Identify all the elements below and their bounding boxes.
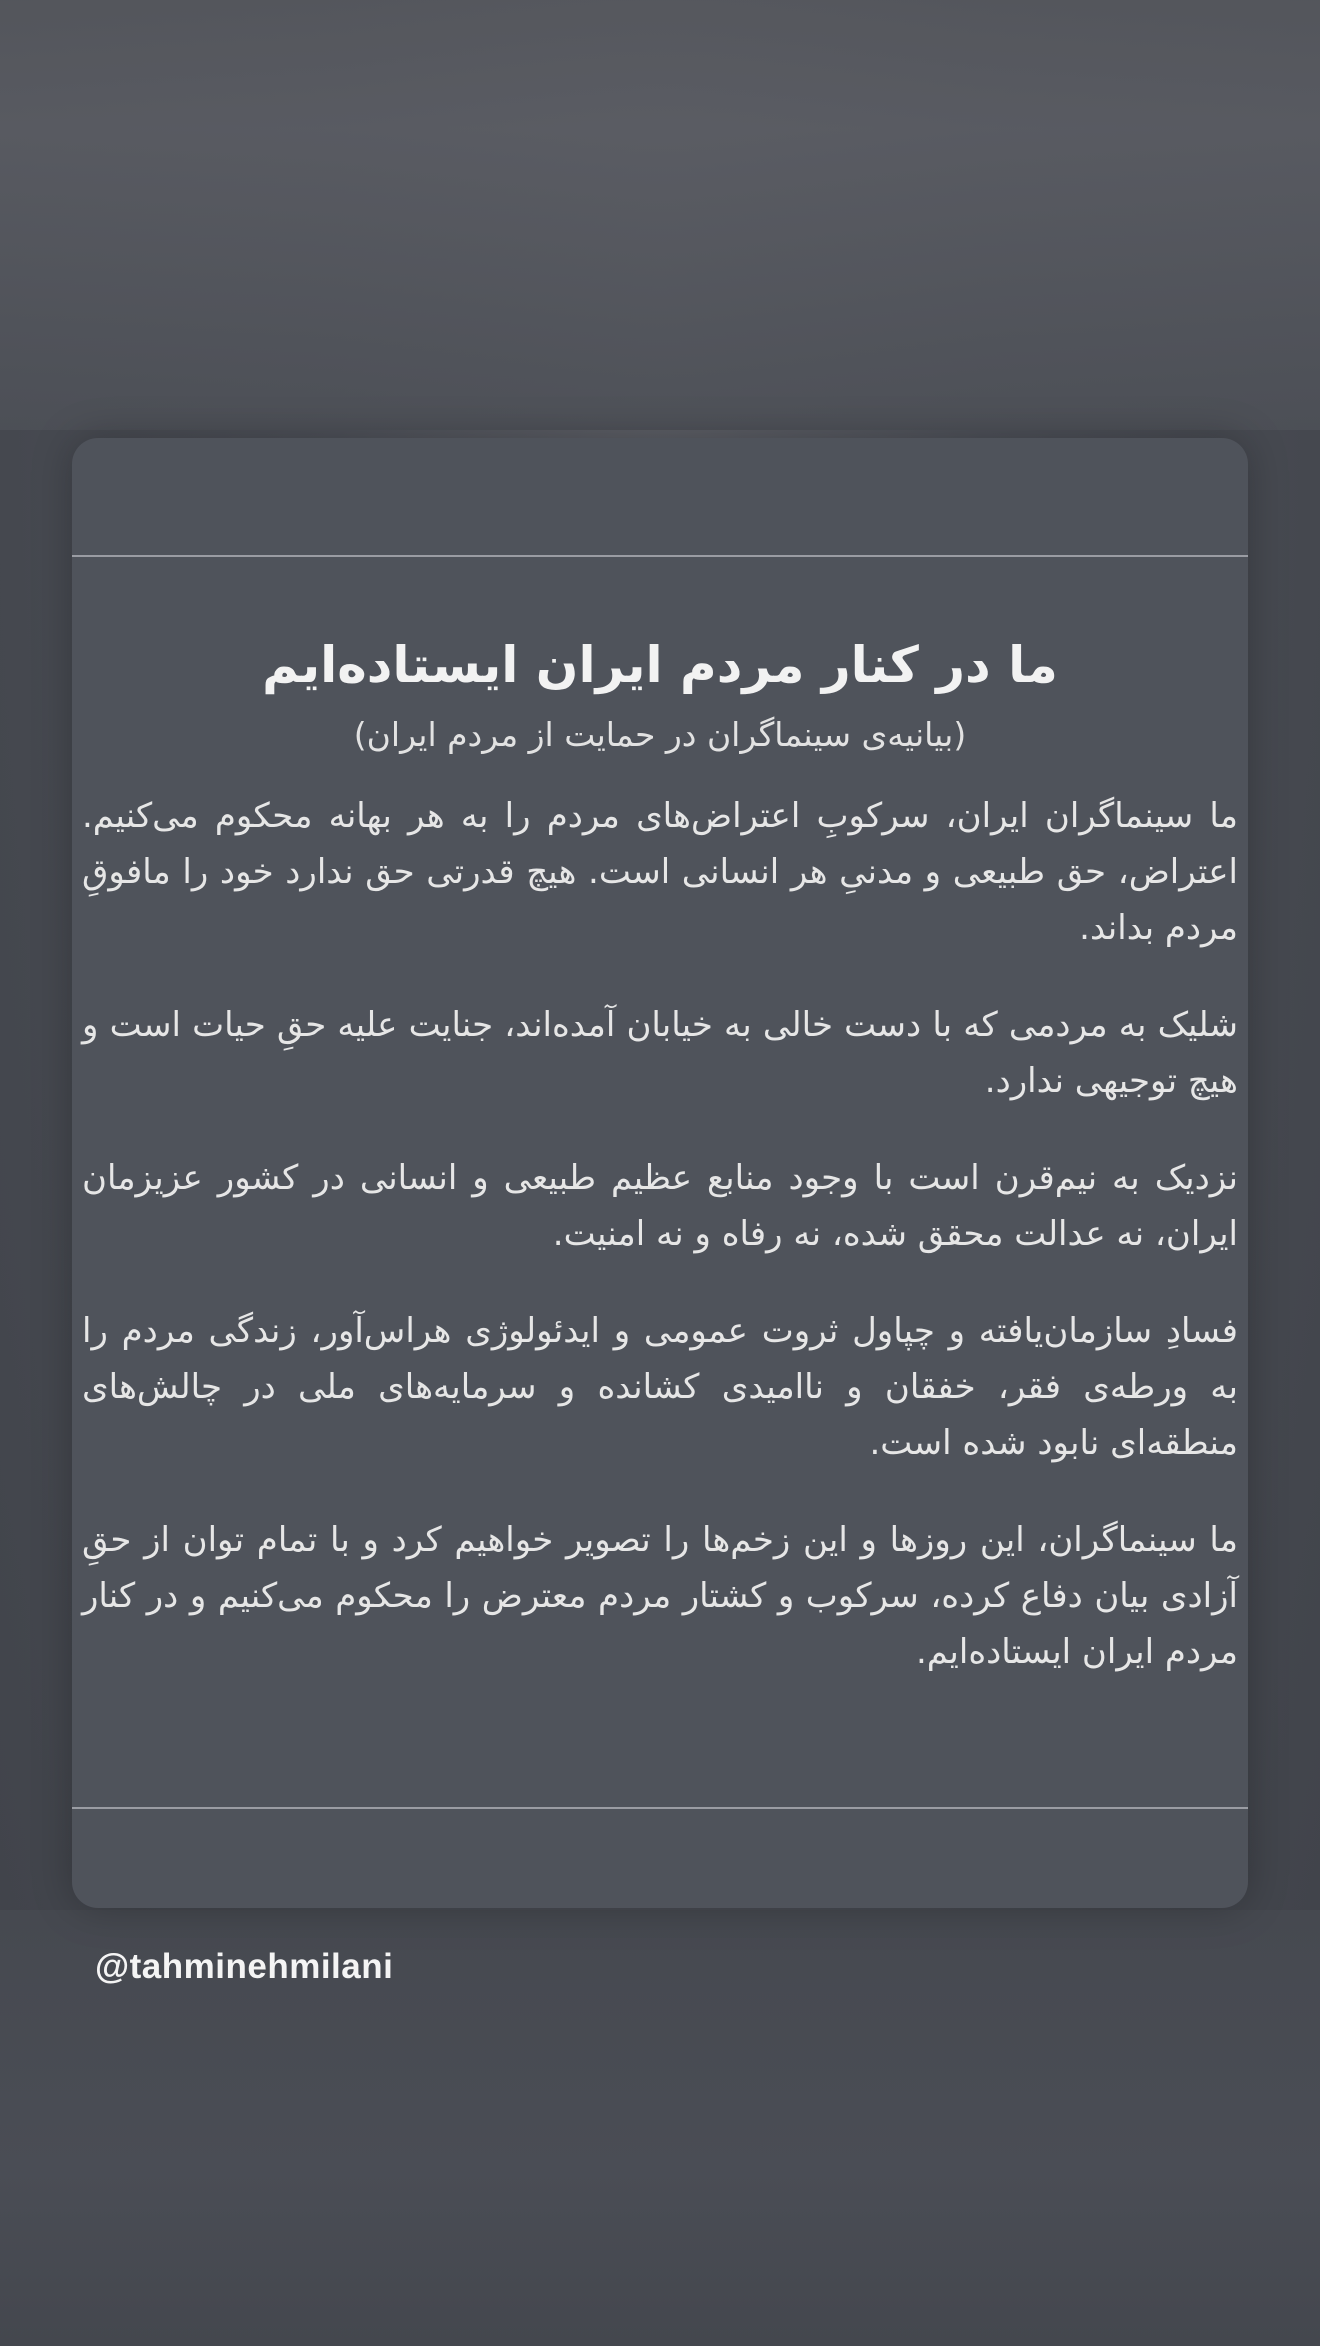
statement-title: ما در کنار مردم ایران ایستاده‌ایم xyxy=(262,636,1058,694)
statement-content xyxy=(82,628,1238,1721)
bottom-divider xyxy=(72,1807,1248,1809)
statement-paragraph-2: شلیک به مردمی که با دست خالی به خیابان آمده‌اند، جنایت علیه حقِ حیات است و هیچ توجیهی ندارد. xyxy=(82,1005,1238,1101)
top-divider xyxy=(72,555,1248,557)
statement-card xyxy=(72,438,1248,1908)
blurred-background-top xyxy=(0,0,1320,430)
statement-paragraph-1: ما سینماگران ایران، سرکوبِ اعتراض‌های مردم را به هر بهانه محکوم می‌کنیم. اعتراض، حق طبیعی و مدنیِ هر انسانی است. هیچ قدرتی حق ندارد خود را مافوقِ مردم بداند. xyxy=(82,796,1238,948)
statement-paragraph-5: ما سینماگران، این روزها و این زخم‌ها را تصویر خواهیم کرد و با تمام توان از حقِ آزادی بیان دفاع کرده، سرکوب و کشتار مردم معترض را محکوم می‌کنیم و در کنار مردم ایران ایستاده‌ایم. xyxy=(82,1520,1238,1672)
statement-paragraph-4: فسادِ سازمان‌یافته و چپاول ثروت عمومی و ایدئولوژی هراس‌آور، زندگی مردم را به ورطه‌ی فقر، خفقان و ناامیدی کشانده و سرمایه‌های ملی در چالش‌های منطقه‌ای نابود شده است. xyxy=(82,1311,1238,1463)
statement-paragraph-3: نزدیک به نیم‌قرن است با وجود منابع عظیم طبیعی و انسانی در کشور عزیزمان ایران، نه عدالت محقق شده، نه رفاه و نه امنیت. xyxy=(82,1158,1238,1254)
statement-subtitle: (بیانیه‌ی سینماگران در حمایت از مردم ایران) xyxy=(353,715,967,754)
mention-handle[interactable]: @tahminehmilani xyxy=(95,1947,394,1986)
